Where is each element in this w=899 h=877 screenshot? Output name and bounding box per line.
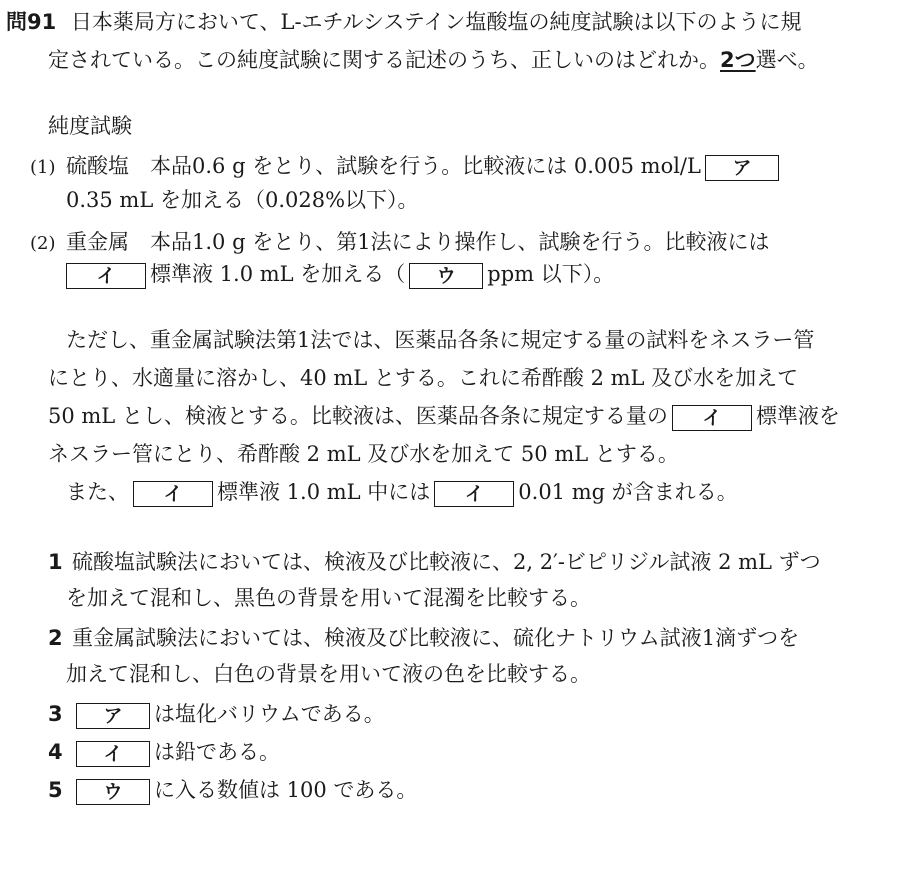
option-number: 2 — [48, 626, 63, 650]
purity-item-2-cont — [66, 260, 614, 289]
note-text: 0.01 mg が含まれる。 — [518, 480, 738, 504]
option-1 — [48, 548, 821, 576]
choose-count: 2つ — [720, 48, 756, 72]
option-number: 1 — [48, 550, 63, 574]
note-text: 標準液 1.0 mL 中には — [217, 480, 431, 504]
question-number: 問91 — [6, 10, 57, 34]
question-text-2: 定されている。この純度試験に関する記述のうち、正しいのはどれか。 — [48, 48, 720, 72]
purity-item-1-cont: 0.35 mL を加える（0.028%以下）。 — [66, 188, 419, 212]
note-text: 50 mL とし、検液とする。比較液は、医薬品各条に規定する量の — [48, 404, 668, 428]
item-number: (2) — [30, 233, 56, 254]
purity-item-1 — [30, 152, 783, 182]
blank-box-a: ア — [76, 703, 150, 729]
option-text: 重金属試験法においては、検液及び比較液に、硫化ナトリウム試液1滴ずつを — [72, 626, 800, 650]
option-text: に入る数値は 100 である。 — [154, 778, 418, 802]
option-number: 3 — [48, 702, 63, 726]
option-3 — [48, 700, 385, 729]
note-text: 標準液を — [755, 404, 840, 428]
item-text: 硫酸塩 本品0.6 g をとり、試験を行う。比較液には 0.005 mol/L — [66, 154, 701, 178]
question-line-2 — [48, 46, 819, 74]
option-5 — [48, 776, 417, 805]
note-line-4: ネスラー管にとり、希酢酸 2 mL 及び水を加えて 50 mL とする。 — [48, 442, 679, 466]
blank-box-i: イ — [133, 481, 213, 507]
note-line-2: にとり、水適量に溶かし、40 mL とする。これに希酢酸 2 mL 及び水を加えて — [48, 366, 799, 390]
option-2-cont: 加えて混和し、白色の背景を用いて液の色を比較する。 — [66, 662, 591, 686]
note-line-1: ただし、重金属試験法第1法では、医薬品各条に規定する量の試料をネスラー管 — [66, 328, 815, 352]
option-number: 4 — [48, 740, 63, 764]
purity-heading: 純度試験 — [48, 114, 132, 138]
note-line-3 — [48, 402, 840, 431]
question-text-3: 選べ。 — [755, 48, 819, 72]
option-text: 硫酸塩試験法においては、検液及び比較液に、2, 2′‑ビピリジル試液 2 mL ずつ — [72, 550, 821, 574]
blank-box-u: ウ — [76, 779, 150, 805]
blank-box-u: ウ — [409, 263, 483, 289]
blank-box-i: イ — [76, 741, 150, 767]
item-text: ppm 以下）。 — [487, 262, 615, 286]
option-number: 5 — [48, 778, 63, 802]
blank-box-i: イ — [434, 481, 514, 507]
item-text: 標準液 1.0 mL を加える（ — [150, 262, 406, 286]
question-line-1 — [6, 8, 801, 36]
option-4 — [48, 738, 280, 767]
option-1-cont: を加えて混和し、黒色の背景を用いて混濁を比較する。 — [66, 586, 591, 610]
item-text: 重金属 本品1.0 g をとり、第1法により操作し、試験を行う。比較液には — [66, 230, 770, 254]
blank-box-i: イ — [672, 405, 752, 431]
option-2 — [48, 624, 799, 652]
blank-box-i: イ — [66, 263, 146, 289]
purity-item-2 — [30, 228, 770, 258]
note-text: また、 — [66, 480, 129, 504]
option-text: は塩化バリウムである。 — [154, 702, 385, 726]
note-line-5 — [66, 478, 738, 507]
blank-box-a: ア — [705, 155, 779, 181]
item-number: (1) — [30, 157, 56, 178]
option-text: は鉛である。 — [154, 740, 280, 764]
question-text-1: 日本薬局方において、L‑エチルシステイン塩酸塩の純度試験は以下のように規 — [70, 10, 802, 34]
